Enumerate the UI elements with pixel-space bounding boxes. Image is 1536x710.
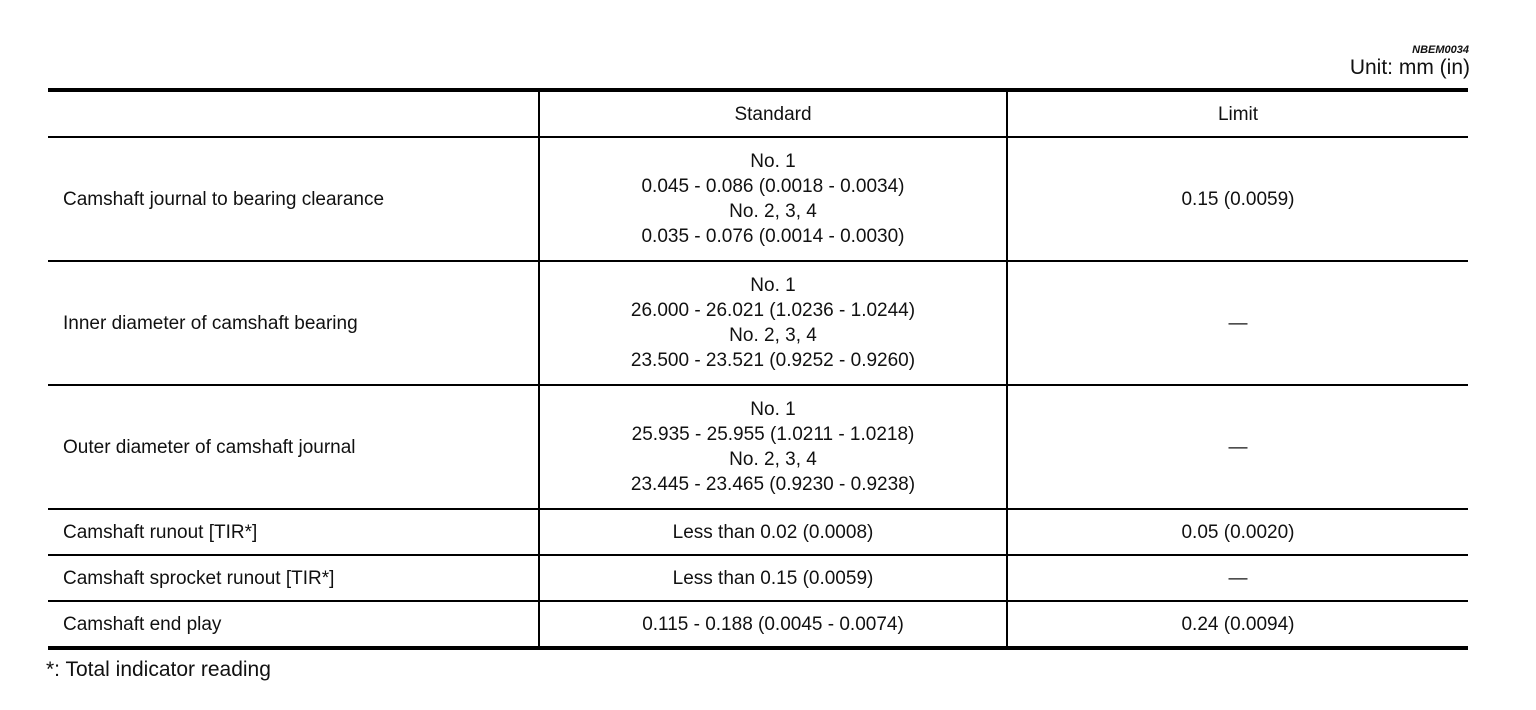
- standard-line: No. 2, 3, 4: [729, 325, 817, 346]
- standard-line: 26.000 - 26.021 (1.0236 - 1.0244): [630, 300, 916, 321]
- row-limit: 0.15 (0.0059): [1007, 137, 1468, 261]
- table-header-row: [48, 90, 1468, 137]
- row-limit: 0.24 (0.0094): [1007, 601, 1468, 648]
- row-standard: Less than 0.02 (0.0008): [539, 509, 1007, 555]
- standard-line: 0.035 - 0.076 (0.0014 - 0.0030): [641, 226, 905, 247]
- row-limit: —: [1007, 555, 1468, 601]
- table-row: [48, 601, 1468, 648]
- row-item: Camshaft sprocket runout [TIR*]: [48, 555, 539, 601]
- row-limit: —: [1007, 261, 1468, 385]
- table-row: [48, 261, 1468, 385]
- row-standard: [539, 385, 1007, 509]
- row-standard: Less than 0.15 (0.0059): [539, 555, 1007, 601]
- standard-line: No. 2, 3, 4: [729, 201, 817, 222]
- standard-line: 0.045 - 0.086 (0.0018 - 0.0034): [641, 176, 905, 197]
- reference-code: NBEM0034: [1412, 44, 1469, 56]
- table-row: [48, 509, 1468, 555]
- table-row: [48, 555, 1468, 601]
- row-limit: 0.05 (0.0020): [1007, 509, 1468, 555]
- standard-line: 25.935 - 25.955 (1.0211 - 1.0218): [631, 424, 915, 445]
- header-limit: Limit: [1217, 103, 1259, 125]
- row-standard: 0.115 - 0.188 (0.0045 - 0.0074): [539, 601, 1007, 648]
- camshaft-spec-table: [48, 88, 1468, 650]
- row-limit: —: [1007, 385, 1468, 509]
- table-row: [48, 137, 1468, 261]
- table-row: [48, 385, 1468, 509]
- header-standard: Standard: [539, 90, 1007, 137]
- unit-label: Unit: mm (in): [1349, 56, 1470, 79]
- standard-line: No. 2, 3, 4: [729, 449, 817, 470]
- footnote: *: Total indicator reading: [46, 658, 271, 681]
- row-standard: [539, 137, 1007, 261]
- row-standard: [539, 261, 1007, 385]
- standard-line: No. 1: [750, 275, 796, 296]
- standard-line: No. 1: [750, 399, 796, 420]
- row-item: Camshaft runout [TIR*]: [48, 509, 539, 555]
- standard-line: 23.500 - 23.521 (0.9252 - 0.9260): [630, 350, 916, 371]
- header-item: [48, 90, 539, 137]
- row-item: Camshaft end play: [48, 601, 539, 648]
- standard-line: No. 1: [750, 151, 796, 172]
- row-item: Inner diameter of camshaft bearing: [48, 261, 539, 385]
- row-item: Outer diameter of camshaft journal: [48, 385, 539, 509]
- standard-line: 23.445 - 23.465 (0.9230 - 0.9238): [630, 474, 916, 495]
- row-item: Camshaft journal to bearing clearance: [48, 137, 539, 261]
